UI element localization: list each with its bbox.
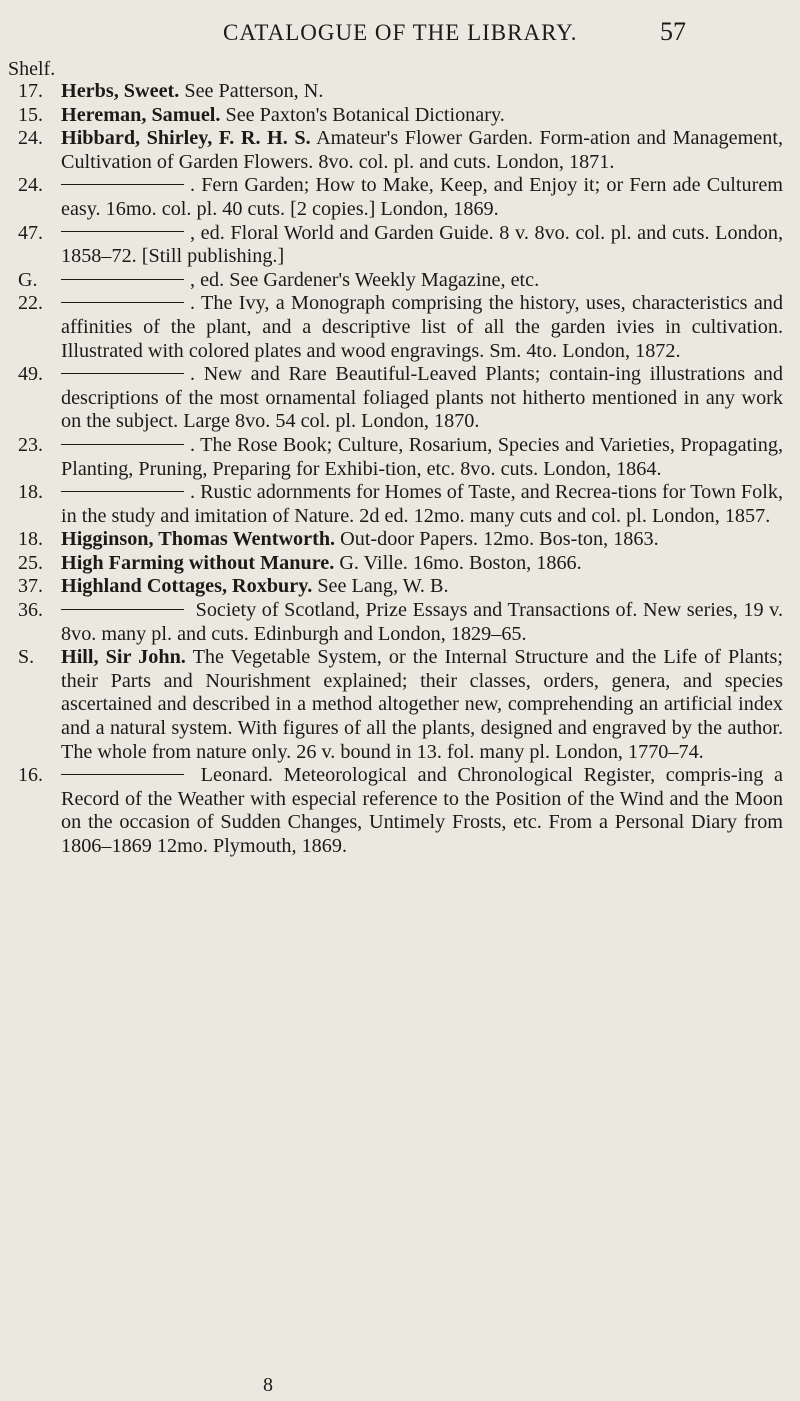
catalogue-entry xyxy=(0,764,800,858)
shelf-number: 24. xyxy=(18,127,43,150)
catalogue-entry xyxy=(0,599,800,646)
shelf-number: 22. xyxy=(18,292,43,315)
entry-description: See Lang, W. B. xyxy=(312,575,449,598)
entry-text xyxy=(61,80,783,104)
entry-text xyxy=(61,104,783,128)
entry-description: . Fern Garden; How to Make, Keep, and Enjoy it; or Fern ade Culturem easy. 16mo. col. pl. 40 cuts. [2 copies.] London, 1869. xyxy=(61,174,783,220)
ditto-rule xyxy=(61,774,184,775)
catalogue-entry xyxy=(0,434,800,481)
catalogue-entry xyxy=(0,363,800,434)
entry-description: The Vegetable System, or the Internal Structure and the Life of Plants; their Parts and Nourishment explained; their classes, orders, genera, and species ascertained and described in a method altogether new, comprehending an artificial index and a natural system. With figures of all the plants, designed and engraved by the author. The whole from nature only. 26 v. bound in 13. fol. many pl. London, 1770–74. xyxy=(61,646,783,763)
catalogue-entry xyxy=(0,269,800,293)
catalogue-entry xyxy=(0,575,800,599)
entry-heading: Highland Cottages, Roxbury. xyxy=(61,575,313,598)
entry-description: , ed. See Gardener's Weekly Magazine, etc. xyxy=(190,268,540,291)
catalogue-entry xyxy=(0,481,800,528)
page-number: 57 xyxy=(660,17,686,46)
ditto-rule xyxy=(61,184,184,185)
entry-description: Amateur's Flower Garden. Form-ation and Management, Cultivation of Garden Flowers. 8vo. col. pl. and cuts. London, 1871. xyxy=(61,127,783,173)
shelf-column-label: Shelf. xyxy=(8,58,56,80)
catalogue-entry xyxy=(0,174,800,221)
ditto-rule xyxy=(61,373,184,374)
entry-description: See Paxton's Botanical Dictionary. xyxy=(220,103,505,126)
running-title: CATALOGUE OF THE LIBRARY. xyxy=(223,20,578,45)
catalogue-entry xyxy=(0,552,800,576)
shelf-number: 49. xyxy=(18,363,43,386)
entry-text xyxy=(61,481,783,528)
ditto-rule xyxy=(61,491,184,492)
catalogue-entry xyxy=(0,528,800,552)
ditto-rule xyxy=(61,302,184,303)
entry-description: See Patterson, N. xyxy=(179,80,324,102)
entry-text xyxy=(61,174,783,221)
entry-description: . New and Rare Beautiful-Leaved Plants; contain-ing illustrations and descriptions of the most ornamental foliaged plants not hitherto mentioned in any work on the subject. Large 8vo. 54 col. pl. London, 1870. xyxy=(61,363,783,433)
entry-heading: High Farming without Manure. xyxy=(61,551,335,574)
entry-text xyxy=(61,575,783,599)
entry-description: Out-door Papers. 12mo. Bos-ton, 1863. xyxy=(335,528,659,551)
entry-text xyxy=(61,222,783,269)
entry-description: . The Ivy, a Monograph comprising the history, uses, characteristics and affinities of the plant, and a descriptive list of all the garden ivies in cultivation. Illustrated with colored plates and wood engravings. Sm. 4to. London, 1872. xyxy=(61,292,783,362)
catalogue-entry xyxy=(0,646,800,764)
shelf-number: 25. xyxy=(18,551,43,574)
shelf-number: S. xyxy=(18,646,35,669)
entry-heading: Herbs, Sweet. xyxy=(61,80,180,102)
entry-heading: Hill, Sir John. xyxy=(61,646,186,669)
catalogue-entry xyxy=(0,222,800,269)
catalogue-entry xyxy=(0,292,800,363)
entry-text xyxy=(61,528,783,552)
catalogue-entry xyxy=(0,80,800,104)
ditto-rule xyxy=(61,279,184,280)
entry-description: , ed. Floral World and Garden Guide. 8 v. 8vo. col. pl. and cuts. London, 1858–72. [Still publishing.] xyxy=(61,221,783,268)
shelf-number: 24. xyxy=(18,174,43,197)
entry-text xyxy=(61,434,783,481)
entry-text xyxy=(61,292,783,363)
entry-text xyxy=(61,552,783,576)
shelf-number: 47. xyxy=(18,221,43,244)
entry-text xyxy=(61,269,783,293)
catalogue-entry xyxy=(0,104,800,128)
shelf-number: G. xyxy=(18,268,38,291)
entry-text xyxy=(61,127,783,174)
shelf-number: 18. xyxy=(18,481,43,504)
shelf-number: 37. xyxy=(18,575,43,598)
entry-text xyxy=(61,599,783,646)
catalogue-entry xyxy=(0,127,800,174)
entry-heading: Hereman, Samuel. xyxy=(61,103,221,126)
entry-description: Leonard. Meteorological and Chronological Register, compris-ing a Record of the Weather with especial reference to the Position of the Wind and the Moon on the occasion of Sudden Changes, Untimely Frosts, etc. From a Personal Diary from 1806–1869 12mo. Plymouth, 1869. xyxy=(61,764,783,857)
entry-heading: Higginson, Thomas Wentworth. xyxy=(61,528,336,551)
entry-text xyxy=(61,646,783,764)
ditto-rule xyxy=(61,609,184,610)
signature-mark: 8 xyxy=(263,1374,273,1396)
entry-description: . Rustic adornments for Homes of Taste, and Recrea-tions for Town Folk, in the study and imitation of Nature. 2d ed. 12mo. many cuts and col. pl. London, 1857. xyxy=(61,481,783,527)
entry-description: Society of Scotland, Prize Essays and Transactions of. New series, 19 v. 8vo. many pl. and cuts. Edinburgh and London, 1829–65. xyxy=(61,599,783,645)
catalogue-entries xyxy=(0,80,800,859)
entry-text xyxy=(61,764,783,858)
entry-heading: Hibbard, Shirley, F. R. H. S. xyxy=(61,127,311,150)
shelf-number: 36. xyxy=(18,599,43,622)
entry-text xyxy=(61,363,783,434)
page-header xyxy=(0,14,800,54)
entry-description: G. Ville. 16mo. Boston, 1866. xyxy=(334,551,582,574)
ditto-rule xyxy=(61,231,184,232)
entry-description: . The Rose Book; Culture, Rosarium, Species and Varieties, Propagating, Planting, Pruning, Preparing for Exhibi-tion, etc. 8vo. cuts. London, 1864. xyxy=(61,433,783,480)
ditto-rule xyxy=(61,444,184,445)
shelf-number: 18. xyxy=(18,528,43,551)
shelf-number: 17. xyxy=(18,80,43,102)
shelf-number: 16. xyxy=(18,764,43,787)
shelf-number: 15. xyxy=(18,103,43,126)
shelf-number: 23. xyxy=(18,433,43,456)
